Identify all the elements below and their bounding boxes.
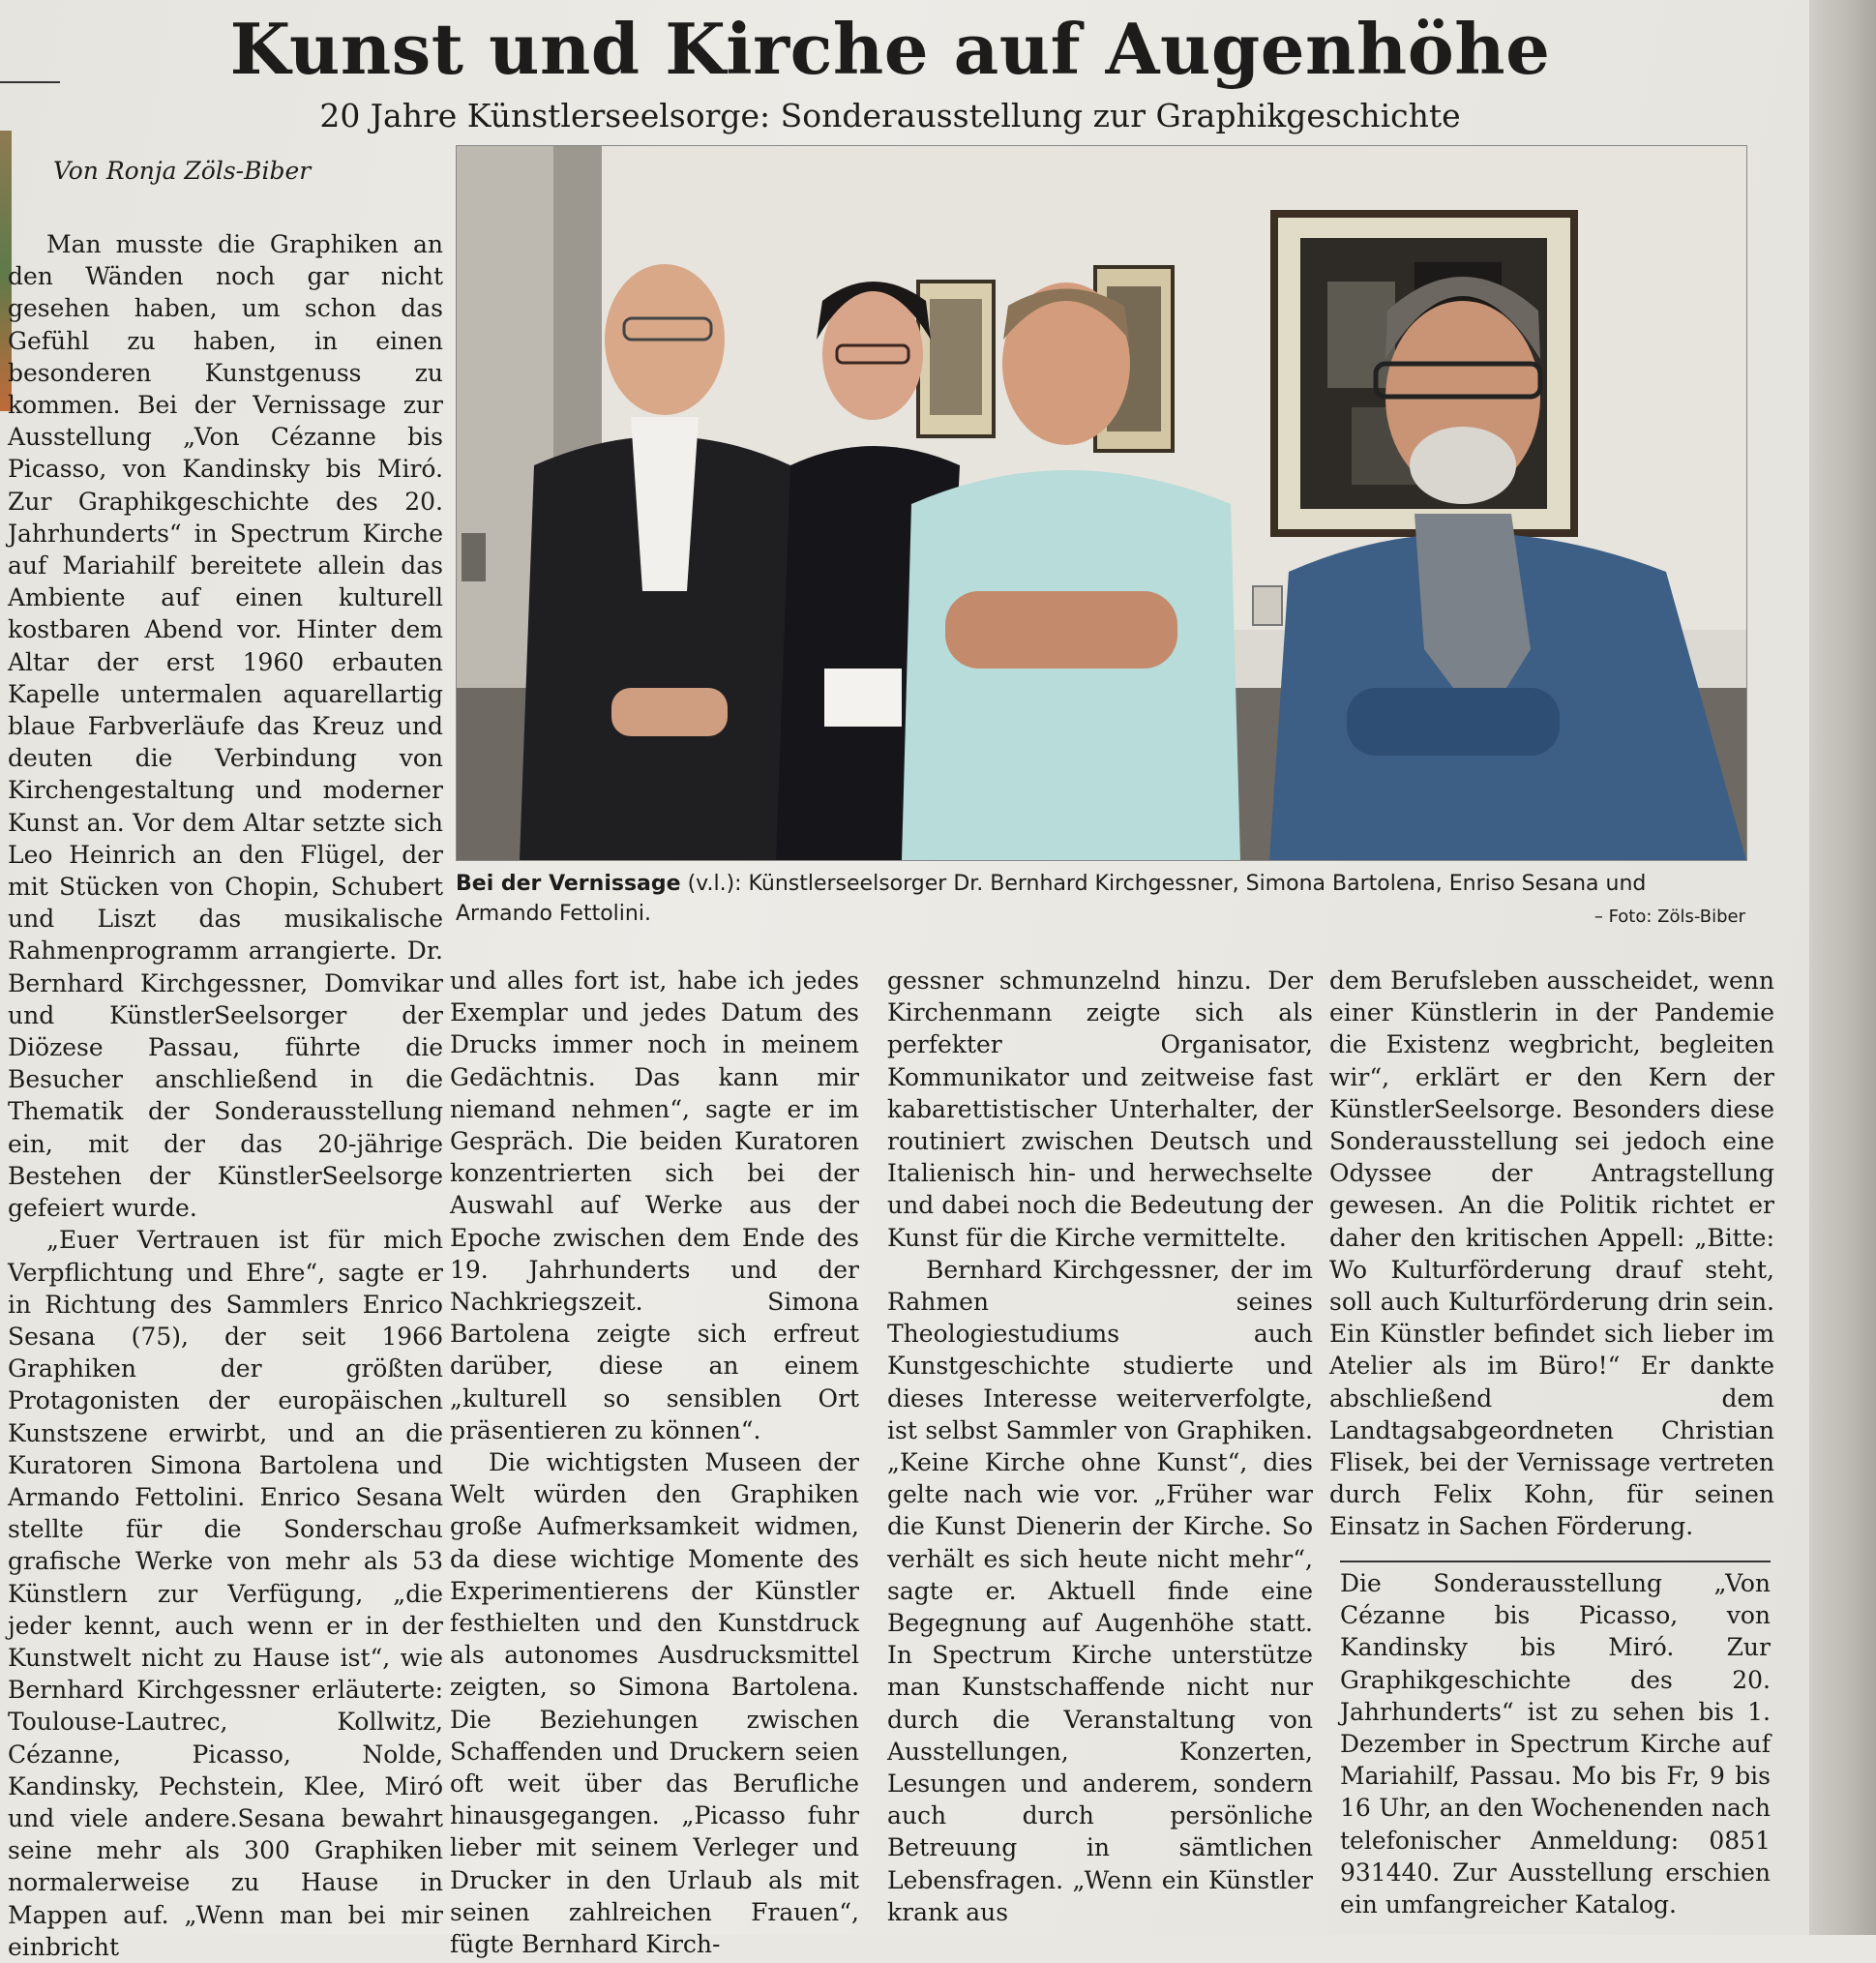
caption-text: (v.l.): Künstlerseelsorger Dr. Bernhard Kirchgessner, Simona Bartolena, Enriso Sesana und Armando Fettolini. <box>456 872 1647 926</box>
headline: Kunst und Kirche auf Augenhöhe <box>229 8 1551 90</box>
article-paragraph: und alles fort ist, habe ich jedes Exemplar und jedes Datum des Drucks immer noch in meinem Gedächtnis. Das kann mir niemand nehmen“, sagte er im Gespräch. Die beiden Kuratoren konzentrierten sich bei der Auswahl auf Werke aus der Epoche zwischen dem Ende des 19. Jahrhunderts und der Nachkriegszeit. Simona Bartolena zeigte sich erfreut darüber, diese an einem „kulturell so sensiblen Ort präsentieren zu können“. <box>450 967 859 1444</box>
article-paragraph: gessner schmunzelnd hinzu. Der Kirchenmann zeigte sich als perfekter Organisator, Kommunikator und zeitweise fast kabarettistischer Unterhalter, der routiniert zwischen Deutsch und Italienisch hin- und herwechselte und dabei noch die Bedeutung der Kunst für die Kirche vermittelte. <box>887 967 1313 1252</box>
exhibition-info-box <box>1340 1567 1771 1920</box>
article-photo <box>456 145 1747 861</box>
article-column-2 <box>450 965 859 1960</box>
article-column-1 <box>8 228 443 1963</box>
article-paragraph: Bernhard Kirchgessner, der im Rahmen seines Theologiestudiums auch Kunstgeschichte studierte und dieses Interesse weiterverfolgte, ist selbst Sammler von Graphiken. „Keine Kirche ohne Kunst“, dies gelte nach wie vor. „Früher war die Kunst Dienerin der Kirche. So verhält es sich heute nicht mehr“, sagte er. Aktuell finde eine Begegnung auf Augenhöhe statt. In Spectrum Kirche unterstütze man Kunstschaffende nicht nur durch die Veranstaltung von Ausstellungen, Konzerten, Lesungen und anderem, sondern auch durch persönliche Betreuung in sämtlichen Lebensfragen. „Wenn ein Künstler krank aus <box>887 1255 1313 1926</box>
article-column-4 <box>1329 965 1774 1543</box>
vernissage-photo <box>457 146 1746 860</box>
byline: Von Ronja Zöls-Biber <box>53 157 312 185</box>
info-text: Die Sonderausstellung „Von Cézanne bis Picasso, von Kandinsky bis Miró. Zur Graphikgeschichte des 20. Jahrhunderts“ ist zu sehen bis 1. Dezember in Spectrum Kirche auf Mariahilf, Passau. Mo bis Fr, 9 bis 16 Uhr, an den Wochenenden nach telefonischer Anmeldung: 0851 931440. Zur Ausstellung erschien ein umfangreicher Katalog. <box>1340 1569 1771 1919</box>
page-edge <box>1809 0 1876 1935</box>
article-paragraph: „Euer Vertrauen ist für mich Verpflichtung und Ehre“, sagte er in Richtung des Sammlers Enrico Sesana (75), der seit 1966 Graphiken der größten Protagonisten der europäischen Kunstszene erwirbt, und an die Kuratoren Simona Bartolena und Armando Fettolini. Enrico Sesana stellte für die Sonderschau grafische Werke von mehr als 53 Künstlern zur Verfügung, „die jeder kennt, auch wenn er in der Kunstwelt nicht zu Hause ist“, wie Bernhard Kirchgessner erläuterte: Toulouse-Lautrec, Kollwitz, Cézanne, Picasso, Nolde, Kandinsky, Pechstein, Klee, Miró und viele andere.Sesana bewahrt seine mehr als 300 Graphiken normalerweise zu Hause in Mappen auf. „Wenn man bei mir einbricht <box>8 1226 443 1961</box>
info-box-rule <box>1340 1561 1771 1562</box>
caption-lead: Bei der Vernissage <box>456 872 681 896</box>
article-paragraph: dem Berufsleben ausscheidet, wenn einer Künstlerin in der Pandemie die Existenz wegbricht, begleiten wir“, erklärt er den Kern der KünstlerSeelsorge. Besonders diese Sonderausstellung sei jedoch eine Odyssee der Antragstellung gewesen. An die Politik richtet er daher den kritischen Appell: „Bitte: Wo Kulturförderung drauf steht, soll auch Kulturförderung drin sein. Ein Künstler befindet sich lieber im Atelier als im Büro!“ Er dankte abschließend dem Landtagsabgeordneten Christian Flisek, bei der Vernissage vertreten durch Felix Kohn, für seinen Einsatz in Sachen Förderung. <box>1329 967 1774 1541</box>
article-paragraph: Die wichtigsten Museen der Welt würden den Graphiken große Aufmerksamkeit widmen, da diese wichtige Momente des Experimentierens der Künstler festhielten und den Kunstdruck als autonomes Ausdrucksmittel zeigten, so Simona Bartolena. Die Beziehungen zwischen Schaffenden und Druckern seien oft weit über das Berufliche hinausgegangen. „Picasso fuhr lieber mit seinem Verleger und Drucker in den Urlaub als mit seinen zahlreichen Frauen“, fügte Bernhard Kirch- <box>450 1448 859 1959</box>
photo-credit: – Foto: Zöls-Biber <box>1593 907 1745 927</box>
article-column-3 <box>887 965 1313 1928</box>
subheadline: 20 Jahre Künstlerseelsorge: Sonderausstellung zur Graphikgeschichte <box>319 97 1461 134</box>
article-paragraph: Man musste die Graphiken an den Wänden noch gar nicht gesehen haben, um schon das Gefühl zu haben, in einen besonderen Kunstgenuss zu kommen. Bei der Vernissage zur Ausstellung „Von Cézanne bis Picasso, von Kandinsky bis Miró. Zur Graphikgeschichte des 20. Jahrhunderts“ in Spectrum Kirche auf Mariahilf bereitete allein das Ambiente auf einen kulturell kostbaren Abend vor. Hinter dem Altar der erst 1960 erbauten Kapelle untermalen aquarellartig blaue Farbverläufe das Kreuz und deuten die Verbindung von Kirchengestaltung und moderner Kunst an. Vor dem Altar setzte sich Leo Heinrich an den Flügel, der mit Stücken von Chopin, Schubert und Liszt das musikalische Rahmenprogramm arrangierte. Dr. Bernhard Kirchgessner, Domvikar und KünstlerSeelsorger der Diözese Passau, führte die Besucher anschließend in die Thematik der Sonderausstellung ein, mit der das 20-jährige Bestehen der KünstlerSeelsorge gefeiert wurde. <box>8 230 443 1223</box>
